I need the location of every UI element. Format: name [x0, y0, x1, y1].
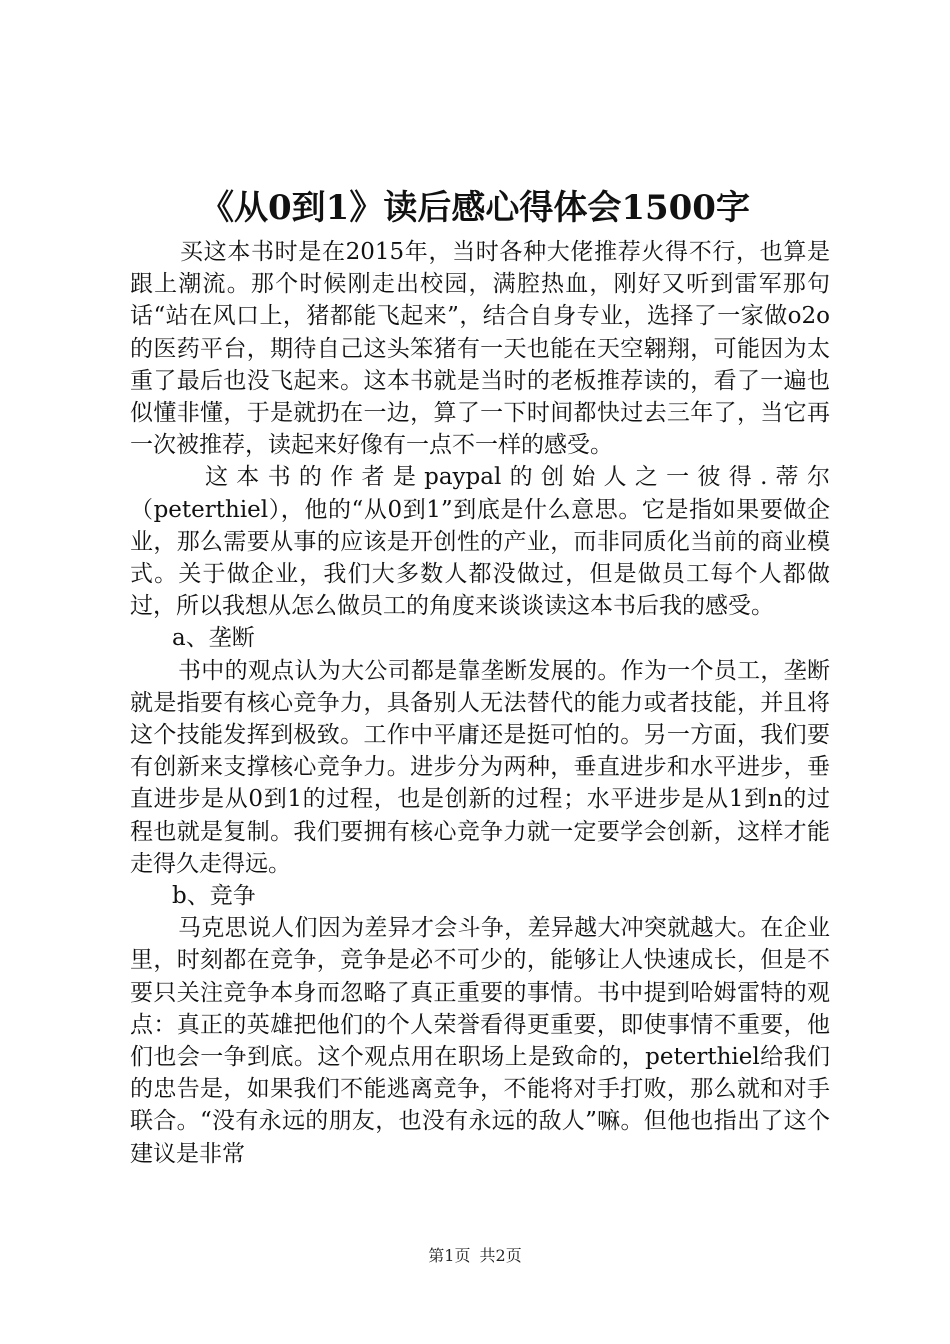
page-number-total: 共2页 — [479, 1246, 522, 1265]
document-body — [130, 236, 830, 1170]
paragraph-author: 这本书的作者是paypal的创始人之一彼得.蒂尔（peterthiel），他的“从0到1”到底是什么意思。它是指如果要做企业，那么需要从事的应该是开创性的产业，而非同质化当前的商业模式。关于做企业，我们大多数人都没做过，但是做员工每个人都做过，所以我想从怎么做员工的角度来谈谈读这本书后我的感受。 — [130, 464, 830, 620]
page-number-current: 第1页 — [428, 1246, 471, 1265]
page-footer — [0, 1246, 950, 1266]
paragraph-monopoly: 书中的观点认为大公司都是靠垄断发展的。作为一个员工，垄断就是指要有核心竞争力，具备别人无法替代的能力或者技能，并且将这个技能发挥到极致。工作中平庸还是挺可怕的。另一方面，我们要有创新来支撑核心竞争力。进步分为两种，垂直进步和水平进步，垂直进步是从0到1的过程，也是创新的过程；水平进步是从1到n的过程也就是复制。我们要拥有核心竞争力就一定要学会创新，这样才能走得久走得远。 — [130, 657, 830, 877]
section-heading-monopoly: a、垄断 — [172, 625, 255, 652]
document-title: 《从0到1》读后感心得体会1500字 — [200, 188, 750, 228]
section-heading-competition: b、竞争 — [172, 883, 256, 910]
paragraph-intro: 买这本书时是在2015年，当时各种大佬推荐火得不行，也算是跟上潮流。那个时候刚走出校园，满腔热血，刚好又听到雷军那句话“站在风口上，猪都能飞起来”，结合自身专业，选择了一家做o2o的医药平台，期待自己这头笨猪有一天也能在天空翱翔，可能因为太重了最后也没飞起来。这本书就是当时的老板推荐读的，看了一遍也似懂非懂，于是就扔在一边，算了一下时间都快过去三年了，当它再一次被推荐，读起来好像有一点不一样的感受。 — [130, 239, 830, 459]
paragraph-competition: 马克思说人们因为差异才会斗争，差异越大冲突就越大。在企业里，时刻都在竞争，竞争是必不可少的，能够让人快速成长，但是不要只关注竞争本身而忽略了真正重要的事情。书中提到哈姆雷特的观点：真正的英雄把他们的个人荣誉看得更重要，即使事情不重要，他们也会一争到底。这个观点用在职场上是致命的，peterthiel给我们的忠告是，如果我们不能逃离竞争，不能将对手打败，那么就和对手联合。“没有永远的朋友，也没有永远的敌人”嘛。但他也指出了这个建议是非常 — [130, 915, 830, 1167]
